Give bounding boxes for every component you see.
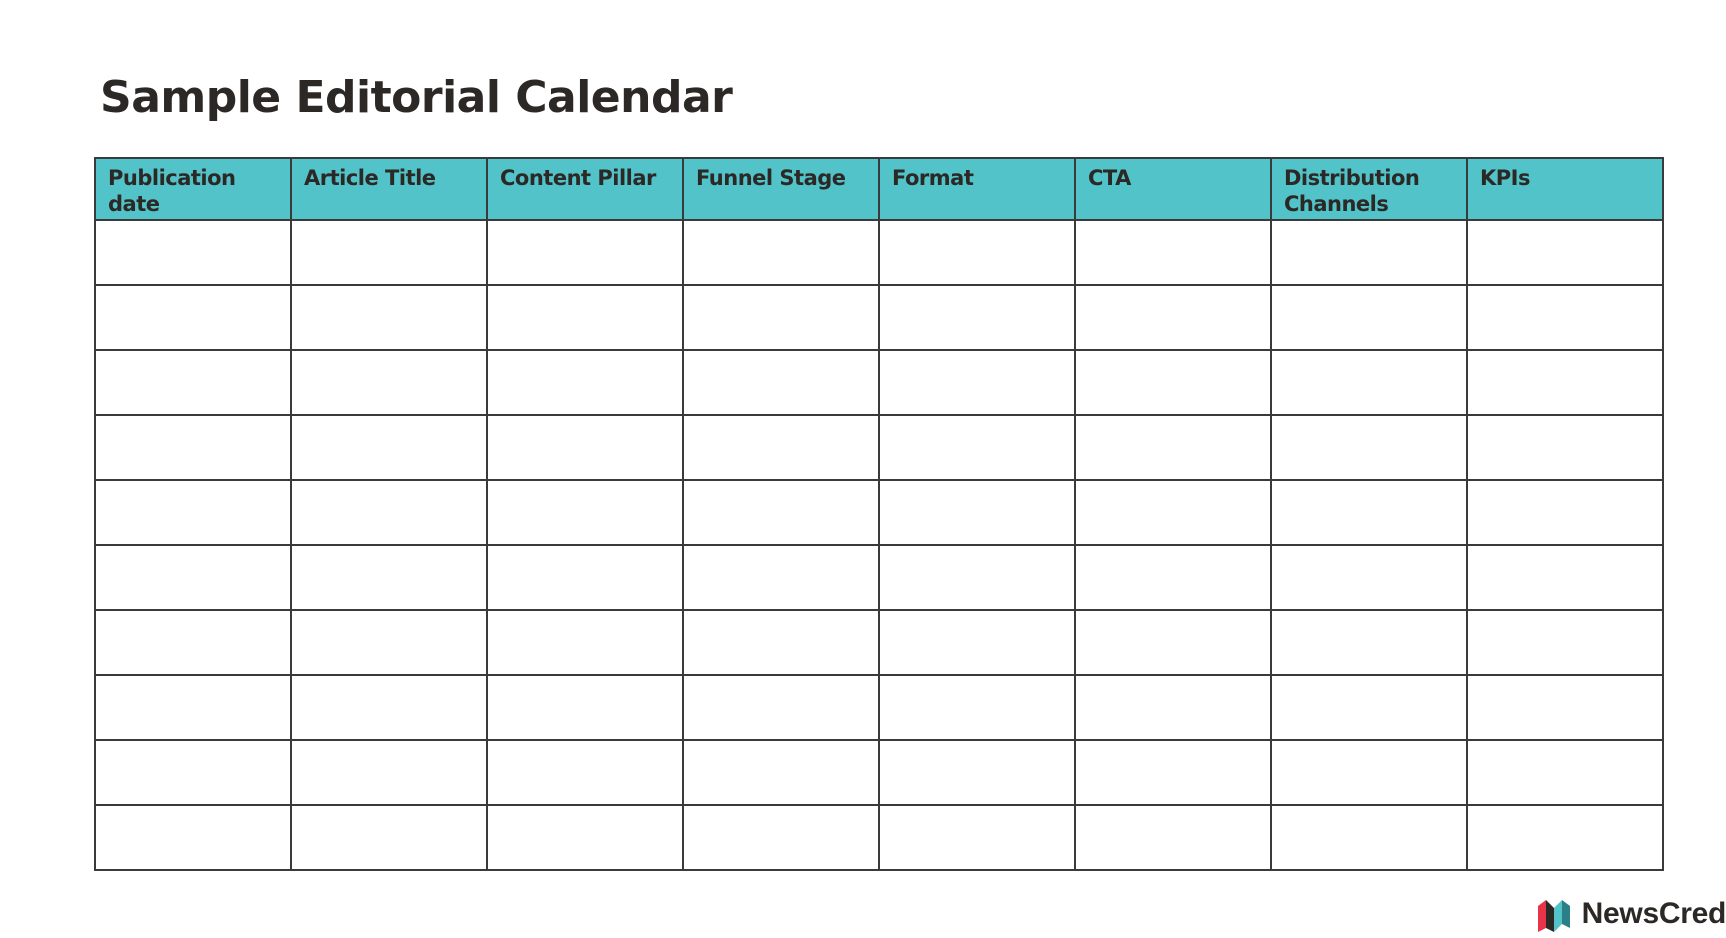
table-cell [291,740,487,805]
table-cell [879,480,1075,545]
table-cell [95,545,291,610]
table-cell [487,675,683,740]
table-cell [1271,350,1467,415]
table-cell [1075,350,1271,415]
table-cell [291,610,487,675]
table-cell [683,415,879,480]
table-cell [291,285,487,350]
table-cell [1467,415,1663,480]
table-cell [879,415,1075,480]
table-cell [95,675,291,740]
table-cell [683,805,879,870]
table-cell [879,220,1075,285]
column-header: Publication date [95,158,291,220]
table-cell [1271,675,1467,740]
table-cell [1467,740,1663,805]
table-cell [1271,545,1467,610]
table-row [95,610,1663,675]
table-cell [291,415,487,480]
header-row [95,158,1663,220]
table-cell [879,805,1075,870]
table-cell [95,610,291,675]
table-row [95,285,1663,350]
table-cell [1075,740,1271,805]
table-cell [1467,675,1663,740]
table-row [95,350,1663,415]
table-row [95,805,1663,870]
table-cell [1271,415,1467,480]
table-cell [291,220,487,285]
table-cell [291,350,487,415]
table-cell [1467,610,1663,675]
table-cell [1467,350,1663,415]
table-body [95,220,1663,870]
column-header: Funnel Stage [683,158,879,220]
table-cell [487,415,683,480]
table-cell [683,740,879,805]
table-cell [95,740,291,805]
table-cell [1075,610,1271,675]
table-cell [487,805,683,870]
table-cell [1271,285,1467,350]
newscred-logo-icon [1536,896,1574,932]
column-header: Format [879,158,1075,220]
table-cell [879,740,1075,805]
table-cell [487,480,683,545]
table-cell [1075,480,1271,545]
table-cell [487,285,683,350]
table-row [95,415,1663,480]
table-cell [1467,805,1663,870]
column-header: Distribution Channels [1271,158,1467,220]
table-cell [95,480,291,545]
table-cell [1075,220,1271,285]
table-cell [683,480,879,545]
table-row [95,740,1663,805]
table-cell [487,740,683,805]
table-row [95,545,1663,610]
table-cell [879,610,1075,675]
table-cell [1075,285,1271,350]
table-cell [291,480,487,545]
table-cell [1075,545,1271,610]
table-cell [487,610,683,675]
table-cell [879,545,1075,610]
column-header: Content Pillar [487,158,683,220]
table-cell [487,350,683,415]
table-row [95,480,1663,545]
table-cell [1075,675,1271,740]
table-cell [683,350,879,415]
table-cell [1271,805,1467,870]
table-cell [879,350,1075,415]
table-cell [1271,610,1467,675]
table-cell [1271,220,1467,285]
table-cell [1271,740,1467,805]
table-cell [95,220,291,285]
table-cell [1467,545,1663,610]
table-cell [95,350,291,415]
table-cell [487,220,683,285]
table-cell [1467,480,1663,545]
table-cell [683,220,879,285]
column-header: Article Title [291,158,487,220]
table-cell [1271,480,1467,545]
table-cell [291,675,487,740]
table-cell [683,545,879,610]
table-cell [95,805,291,870]
page-title: Sample Editorial Calendar [100,72,733,123]
table-cell [95,285,291,350]
table-cell [683,610,879,675]
table-row [95,220,1663,285]
table-cell [487,545,683,610]
table-cell [1075,415,1271,480]
column-header: KPIs [1467,158,1663,220]
table-cell [291,805,487,870]
table-cell [1075,805,1271,870]
table-cell [95,415,291,480]
table-cell [1467,285,1663,350]
table-cell [291,545,487,610]
table-cell [683,675,879,740]
table-cell [879,285,1075,350]
table-header [95,158,1663,220]
newscred-logo [1536,896,1726,932]
table-cell [879,675,1075,740]
editorial-calendar-table [94,157,1664,871]
column-header: CTA [1075,158,1271,220]
table-row [95,675,1663,740]
brand-name: NewsCred [1581,897,1726,930]
table-cell [683,285,879,350]
table-cell [1467,220,1663,285]
